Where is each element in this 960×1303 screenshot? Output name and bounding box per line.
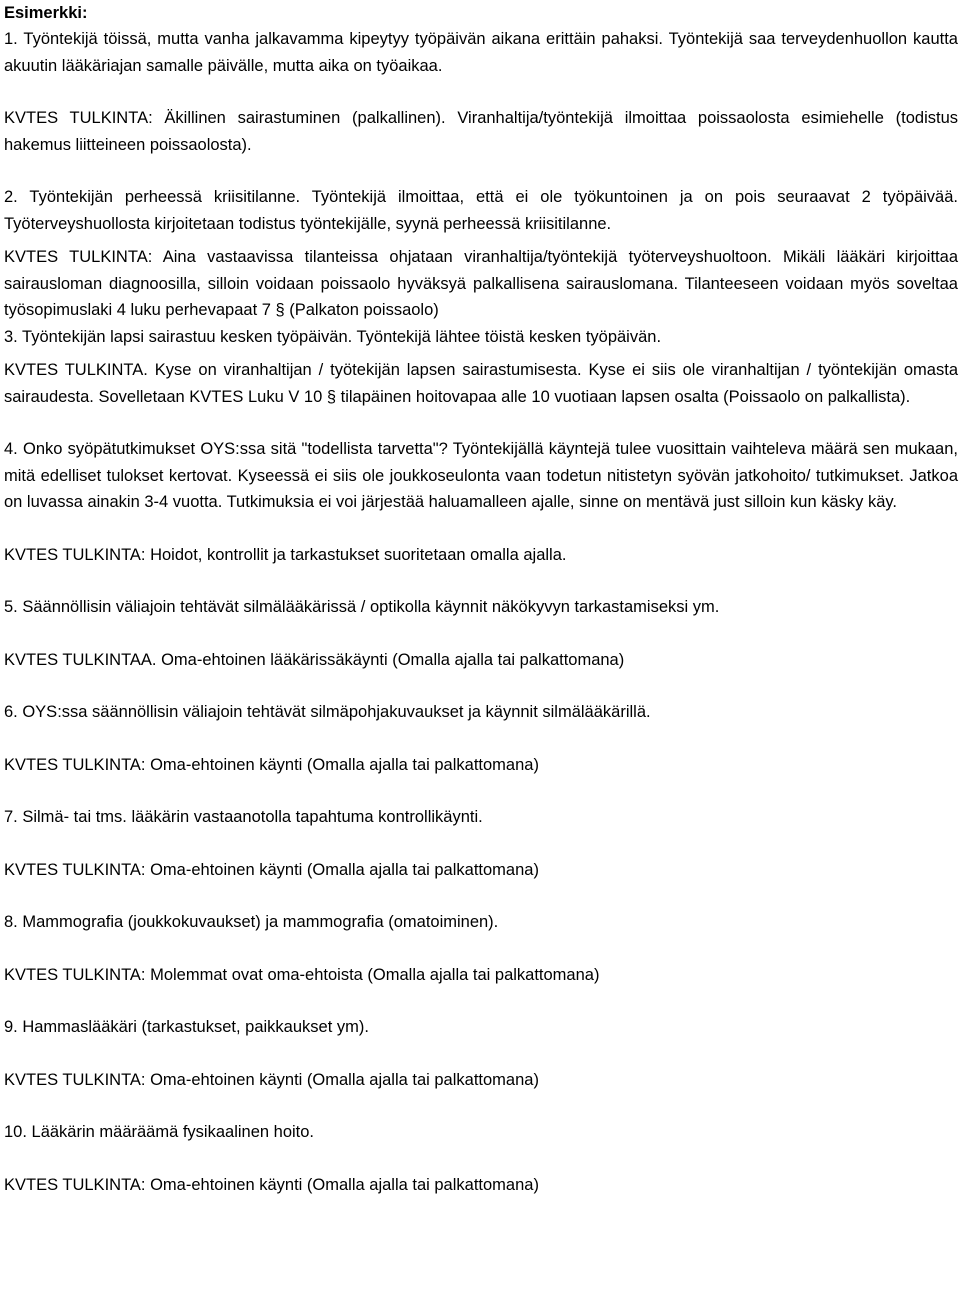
paragraph-interpretation-5: KVTES TULKINTAA. Oma-ehtoinen lääkärissäkäynti (Omalla ajalla tai palkattomana) <box>4 650 625 669</box>
paragraph-interpretation-4: KVTES TULKINTA: Hoidot, kontrollit ja tarkastukset suoritetaan omalla ajalla. <box>4 545 567 564</box>
paragraph-interpretation-9: KVTES TULKINTA: Oma-ehtoinen käynti (Omalla ajalla tai palkattomana) <box>4 1070 539 1089</box>
paragraph-example-3: 3. Työntekijän lapsi sairastuu kesken työpäivän. Työntekijä lähtee töistä kesken työpäivän. <box>4 327 662 346</box>
paragraph-example-7: 7. Silmä- tai tms. lääkärin vastaanotolla tapahtuma kontrollikäynti. <box>4 808 483 826</box>
paragraph-interpretation-2: KVTES TULKINTA: Aina vastaavissa tilanteissa ohjataan viranhaltija/työntekijä työterveyshuoltoon. Mikäli lääkäri kirjoittaa sairausloman diagnoosilla, silloin voidaan poissaolo hyväksyä palkallisena sairauslomana. Tilanteeseen voidaan myös soveltaa työsopimuslaki 4 luku perhevapaat 7 § (Palkaton poissaolo) <box>4 248 958 319</box>
paragraph-example-4: 4. Onko syöpätutkimukset OYS:ssa sitä "todellista tarvetta"? Työntekijällä käyntejä tulee vuosittain vaihteleva määrä sen mukaan, mitä edelliset tulokset kertovat. Kyseessä ei siis ole joukkoseulonta vaan todetun nitistetyn syövän jatkohoito/ tutkimukset. Jatkoa on luvassa ainakin 3-4 vuotta. Tutkimuksia ei voi järjestää haluamalleen ajalle, sinne on mentävä just silloin kun käsky käy. <box>4 440 958 511</box>
paragraph-interpretation-3: KVTES TULKINTA. Kyse on viranhaltijan / työtekijän lapsen sairastumisesta. Kyse ei siis ole viranhaltijan / työntekijän omasta sairaudesta. Sovelletaan KVTES Luku V 10 § tilapäinen hoitovapaa alle 10 vuotiaan lapsen osalta (Poissaolo on palkallista). <box>4 361 958 406</box>
paragraph-example-2: 2. Työntekijän perheessä kriisitilanne. Työntekijä ilmoittaa, että ei ole työkuntoinen ja on pois seuraavat 2 työpäivää. Työterveyshuollosta kirjoitetaan todistus työntekijälle, syynä perheessä kriisitilanne. <box>4 188 958 233</box>
example-heading: Esimerkki: <box>4 4 88 22</box>
paragraph-example-5: 5. Säännöllisin väliajoin tehtävät silmälääkärissä / optikolla käynnit näkökyvyn tarkastamiseksi ym. <box>4 598 720 616</box>
paragraph-interpretation-1: KVTES TULKINTA: Äkillinen sairastuminen (palkallinen). Viranhaltija/työntekijä ilmoittaa poissaolosta esimiehelle (todistus hakemus liitteineen poissaolosta). <box>4 109 958 154</box>
paragraph-interpretation-10: KVTES TULKINTA: Oma-ehtoinen käynti (Omalla ajalla tai palkattomana) <box>4 1175 539 1194</box>
paragraph-example-10: 10. Lääkärin määräämä fysikaalinen hoito. <box>4 1123 315 1141</box>
paragraph-interpretation-8: KVTES TULKINTA: Molemmat ovat oma-ehtoista (Omalla ajalla tai palkattomana) <box>4 965 600 984</box>
paragraph-interpretation-7: KVTES TULKINTA: Oma-ehtoinen käynti (Omalla ajalla tai palkattomana) <box>4 860 539 879</box>
paragraph-example-1: 1. Työntekijä töissä, mutta vanha jalkavamma kipeytyy työpäivän aikana erittäin pahaksi. Työntekijä saa terveydenhuollon kautta akuutin lääkäriajan samalle päivälle, mutta aika on työaikaa. <box>4 30 958 75</box>
paragraph-example-9: 9. Hammaslääkäri (tarkastukset, paikkaukset ym). <box>4 1018 369 1036</box>
paragraph-example-8: 8. Mammografia (joukkokuvaukset) ja mammografia (omatoiminen). <box>4 913 499 931</box>
document-page <box>4 0 958 1198</box>
paragraph-example-6: 6. OYS:ssa säännöllisin väliajoin tehtävät silmäpohjakuvaukset ja käynnit silmälääkärillä. <box>4 703 651 721</box>
paragraph-interpretation-6: KVTES TULKINTA: Oma-ehtoinen käynti (Omalla ajalla tai palkattomana) <box>4 755 539 774</box>
